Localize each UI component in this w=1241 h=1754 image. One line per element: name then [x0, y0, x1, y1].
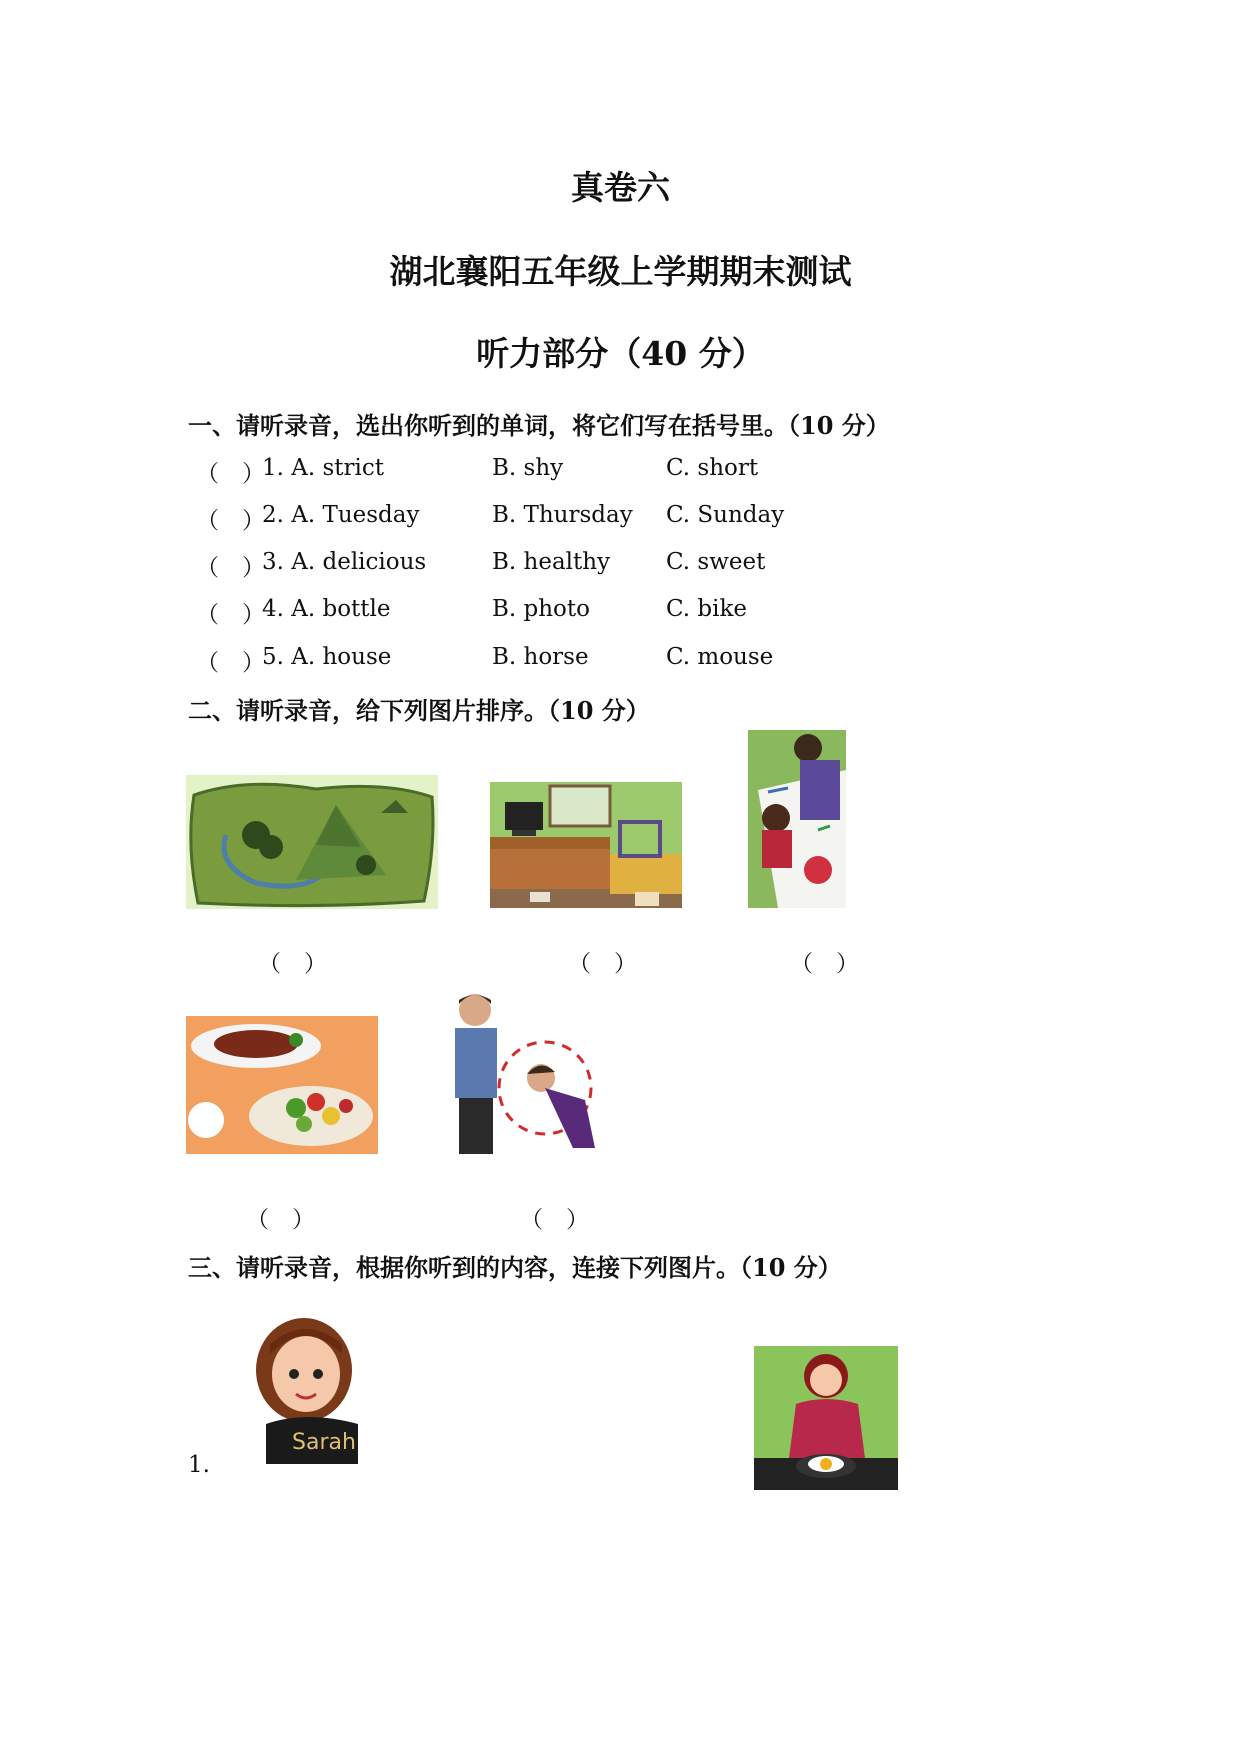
answer-blank[interactable]: （ ） [196, 602, 265, 628]
order-blank[interactable]: （ ） [258, 951, 327, 977]
item-number: 1. [188, 1452, 210, 1478]
option-b: B. shy [492, 455, 564, 481]
option-b: B. horse [492, 644, 589, 670]
option-a: 2. A. Tuesday [262, 502, 420, 528]
sarah-name-label: Sarah [292, 1430, 356, 1455]
student-bowing-image [445, 988, 609, 1154]
exam-title: 湖北襄阳五年级上学期期末测试 [389, 252, 852, 291]
page-title: 真卷六 [571, 168, 670, 207]
girl-frying-egg-image [754, 1346, 898, 1490]
option-c: C. bike [666, 596, 748, 622]
answer-blank[interactable]: （ ） [196, 508, 265, 534]
option-c: C. Sunday [666, 502, 785, 528]
option-c: C. short [666, 455, 759, 481]
option-b: B. Thursday [492, 502, 633, 528]
option-a: 3. A. delicious [262, 549, 427, 575]
mountain-island-image [186, 775, 438, 909]
option-a: 1. A. strict [262, 455, 385, 481]
option-a: 5. A. house [262, 644, 392, 670]
answer-blank[interactable]: （ ） [196, 650, 265, 676]
order-blank[interactable]: （ ） [520, 1207, 589, 1233]
order-blank[interactable]: （ ） [246, 1207, 315, 1233]
section2-heading: 二、请听录音，给下列图片排序。（10 分） [188, 696, 650, 725]
answer-blank[interactable]: （ ） [196, 555, 265, 581]
option-b: B. photo [492, 596, 590, 622]
order-blank[interactable]: （ ） [568, 951, 637, 977]
option-b: B. healthy [492, 549, 611, 575]
messy-room-image [490, 782, 682, 908]
section3-heading: 三、请听录音，根据你听到的内容，连接下列图片。（10 分） [188, 1253, 842, 1282]
option-c: C. sweet [666, 549, 766, 575]
option-c: C. mouse [666, 644, 774, 670]
children-drawing-image [748, 730, 846, 908]
order-blank[interactable]: （ ） [790, 951, 859, 977]
answer-blank[interactable]: （ ） [196, 461, 265, 487]
sarah-portrait-image [246, 1314, 370, 1464]
section1-heading: 一、请听录音，选出你听到的单词，将它们写在括号里。（10 分） [188, 411, 890, 440]
steak-and-salad-image [186, 1016, 378, 1154]
section-title: 听力部分（40 分） [476, 334, 765, 373]
option-a: 4. A. bottle [262, 596, 391, 622]
